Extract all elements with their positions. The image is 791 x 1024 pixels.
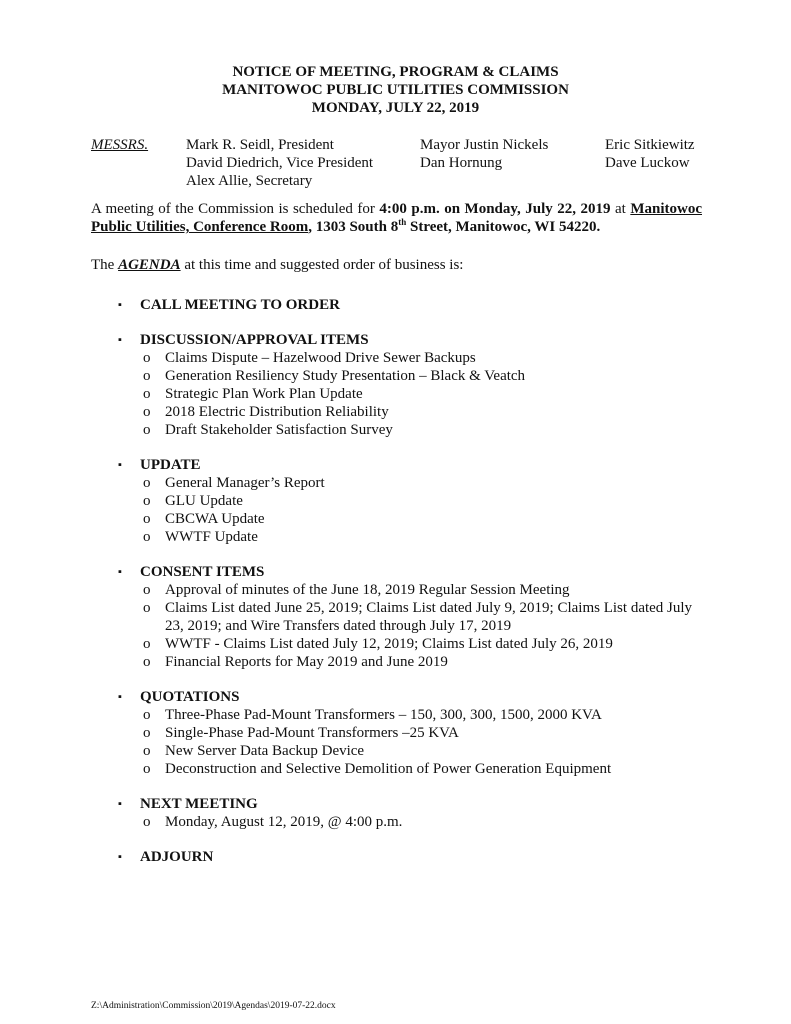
meeting-notice [91, 200, 702, 236]
member: Eric Sitkiewitz [605, 137, 695, 153]
title-line: NOTICE OF MEETING, PROGRAM & CLAIMS [232, 64, 559, 80]
sub-bullet-icon: o [143, 600, 151, 616]
section-title: QUOTATIONS [140, 689, 240, 705]
agenda-section [118, 688, 708, 778]
agenda-item-text: GLU Update [165, 493, 243, 509]
section-title: ADJOURN [140, 849, 214, 865]
agenda-item-text: Draft Stakeholder Satisfaction Survey [165, 422, 393, 438]
intro-text: at this time and suggested order of business is: [180, 257, 464, 273]
section-heading [118, 456, 708, 474]
agenda-item-text: Generation Resiliency Study Presentation – Black & Veatch [165, 368, 526, 384]
member: Alex Allie, Secretary [186, 173, 313, 189]
notice-text: A meeting of the Commission is scheduled for [91, 201, 380, 217]
agenda-list [118, 296, 708, 883]
agenda-item [118, 403, 708, 421]
title-line: MONDAY, JULY 22, 2019 [311, 100, 480, 116]
section-heading [118, 848, 708, 866]
agenda-item [118, 599, 708, 635]
sub-bullet-icon: o [143, 743, 151, 759]
meeting-time: 4:00 p.m. on Monday, July 22, 2019 [379, 201, 611, 217]
sub-bullet-icon: o [143, 636, 151, 652]
agenda-item-text: 2018 Electric Distribution Reliability [165, 404, 389, 420]
agenda-item-text: Claims List dated June 25, 2019; Claims List dated July 9, 2019; Claims List dated July 23, 2019; and Wire Transfers dated through July 17, 2019 [165, 600, 693, 634]
sub-bullet-icon: o [143, 368, 151, 384]
agenda-item-text: Three-Phase Pad-Mount Transformers – 150, 300, 300, 1500, 2000 KVA [165, 707, 602, 723]
bullet-icon: ▪ [118, 851, 122, 863]
agenda-item-text: WWTF - Claims List dated July 12, 2019; Claims List dated July 26, 2019 [165, 636, 613, 652]
bullet-icon: ▪ [118, 459, 122, 471]
agenda-item [118, 706, 708, 724]
agenda-item [118, 760, 708, 778]
section-heading [118, 688, 708, 706]
bullet-icon: ▪ [118, 299, 122, 311]
member: Mayor Justin Nickels [420, 137, 549, 153]
agenda-item [118, 385, 708, 403]
agenda-item-text: New Server Data Backup Device [165, 743, 365, 759]
member: Dave Luckow [605, 155, 690, 171]
agenda-item [118, 492, 708, 510]
agenda-item-text: WWTF Update [165, 529, 258, 545]
agenda-item-text: Deconstruction and Selective Demolition of Power Generation Equipment [165, 761, 612, 777]
sub-bullet-icon: o [143, 725, 151, 741]
meeting-address: , 1303 South 8 [308, 219, 399, 235]
sub-bullet-icon: o [143, 493, 151, 509]
members-col-2 [420, 136, 548, 172]
agenda-item-text: Approval of minutes of the June 18, 2019 Regular Session Meeting [165, 582, 570, 598]
agenda-word: AGENDA [118, 257, 181, 273]
bullet-icon: ▪ [118, 691, 122, 703]
bullet-icon: ▪ [118, 798, 122, 810]
agenda-item [118, 510, 708, 528]
sub-bullet-icon: o [143, 582, 151, 598]
agenda-section [118, 331, 708, 439]
agenda-item-text: Claims Dispute – Hazelwood Drive Sewer Backups [165, 350, 476, 366]
document-title [0, 63, 791, 117]
member: David Diedrich, Vice President [186, 155, 374, 171]
agenda-item [118, 349, 708, 367]
member: Mark R. Seidl, President [186, 137, 334, 153]
sub-bullet-icon: o [143, 707, 151, 723]
section-title: UPDATE [140, 457, 201, 473]
agenda-section [118, 795, 708, 831]
section-heading [118, 331, 708, 349]
section-title: DISCUSSION/APPROVAL ITEMS [140, 332, 369, 348]
title-line: MANITOWOC PUBLIC UTILITIES COMMISSION [222, 82, 569, 98]
intro-text: The [91, 257, 119, 273]
agenda-section [118, 848, 708, 866]
agenda-item-text: Monday, August 12, 2019, @ 4:00 p.m. [165, 814, 403, 830]
section-title: NEXT MEETING [140, 796, 258, 812]
file-path-footer: Z:\Administration\Commission\2019\Agendas\2019-07-22.docx [91, 1001, 336, 1011]
sub-bullet-icon: o [143, 386, 151, 402]
messrs-label: MESSRS. [91, 137, 149, 153]
agenda-item [118, 635, 708, 653]
meeting-location: Manitowoc Public Utilities, Conference Room [91, 201, 702, 235]
agenda-item [118, 421, 708, 439]
agenda-item-text: Single-Phase Pad-Mount Transformers –25 KVA [165, 725, 459, 741]
notice-text: at [610, 201, 631, 217]
agenda-item [118, 528, 708, 546]
agenda-item-text: Financial Reports for May 2019 and June 2019 [165, 654, 448, 670]
agenda-item [118, 653, 708, 671]
agenda-item [118, 581, 708, 599]
sub-bullet-icon: o [143, 654, 151, 670]
sub-bullet-icon: o [143, 422, 151, 438]
agenda-section [118, 296, 708, 314]
section-title: CONSENT ITEMS [140, 564, 265, 580]
section-heading [118, 296, 708, 314]
agenda-section [118, 563, 708, 671]
meeting-address: Street, Manitowoc, WI 54220. [406, 219, 601, 235]
sub-bullet-icon: o [143, 511, 151, 527]
ordinal-suffix: th [398, 217, 407, 227]
agenda-item [118, 474, 708, 492]
members-col-3 [605, 136, 695, 172]
section-heading [118, 563, 708, 581]
agenda-item-text: General Manager’s Report [165, 475, 325, 491]
sub-bullet-icon: o [143, 761, 151, 777]
members-col-1 [186, 136, 373, 190]
agenda-item [118, 813, 708, 831]
agenda-item [118, 724, 708, 742]
bullet-icon: ▪ [118, 334, 122, 346]
agenda-item [118, 367, 708, 385]
agenda-section [118, 456, 708, 546]
sub-bullet-icon: o [143, 350, 151, 366]
agenda-item-text: Strategic Plan Work Plan Update [165, 386, 363, 402]
member: Dan Hornung [420, 155, 503, 171]
sub-bullet-icon: o [143, 814, 151, 830]
bullet-icon: ▪ [118, 566, 122, 578]
sub-bullet-icon: o [143, 404, 151, 420]
agenda-intro [91, 256, 463, 274]
agenda-item [118, 742, 708, 760]
section-title: CALL MEETING TO ORDER [140, 297, 340, 313]
agenda-item-text: CBCWA Update [165, 511, 265, 527]
sub-bullet-icon: o [143, 529, 151, 545]
section-heading [118, 795, 708, 813]
sub-bullet-icon: o [143, 475, 151, 491]
